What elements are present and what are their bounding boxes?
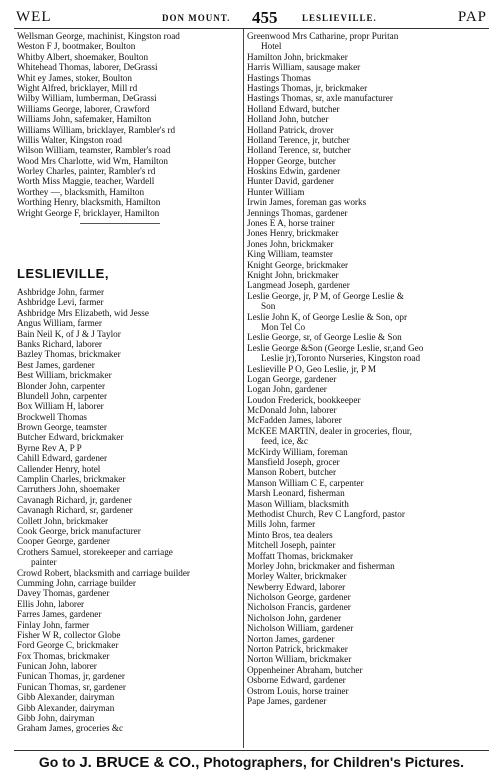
header-left-guide: WEL	[16, 9, 52, 25]
right-column-entries	[247, 31, 490, 706]
directory-entry: Leslie George, sr, of George Leslie & Son	[247, 332, 402, 343]
directory-entry: Holland Terence, sr, butcher	[247, 145, 351, 156]
directory-entry: Fisher W R, collector Globe	[17, 629, 121, 640]
directory-entry: Morley John, brickmaker and fisherman	[247, 560, 395, 571]
directory-entry: Nicholson John, gardener	[247, 612, 342, 623]
directory-entry: Wellsman George, machinist, Kingston road	[17, 31, 180, 41]
directory-entry: Banks Richard, laborer	[17, 338, 102, 349]
directory-entry: Hastings Thomas, jr, brickmaker	[247, 82, 368, 93]
directory-entry: Langmead Joseph, gardener	[247, 280, 350, 291]
directory-entry: Funican Thomas, jr, gardener	[17, 671, 125, 682]
entry-continuation: Mon Tel Co	[261, 321, 306, 332]
directory-entry: Wright George F, bricklayer, Hamilton	[17, 207, 160, 218]
directory-entry: Moffatt Thomas, brickmaker	[247, 550, 354, 561]
directory-entry: Weston F J, bootmaker, Boulton	[17, 41, 136, 52]
directory-entry: McKEE MARTIN, dealer in groceries, flour,	[247, 425, 412, 436]
directory-entry: Willis Walter, Kingston road	[17, 134, 123, 145]
directory-entry: Williams George, laborer, Crawford	[17, 103, 150, 114]
directory-entry: McFadden James, laborer	[247, 415, 342, 426]
directory-entry: Ashbridge Mrs Elizabeth, wid Jesse	[17, 307, 149, 318]
directory-entry: Leslieville P O, Geo Leslie, jr, P M	[247, 363, 377, 374]
directory-entry: Greenwood Mrs Catharine, propr Puritan	[247, 31, 399, 41]
directory-entry: Worthey —, blacksmith, Hamilton	[17, 186, 145, 197]
directory-entry: Ashbridge John, farmer	[17, 287, 105, 297]
directory-entry: Norton Patrick, brickmaker	[247, 644, 348, 655]
directory-entry: Hunter William	[247, 186, 305, 197]
directory-entry: Holland Edward, butcher	[247, 103, 340, 114]
directory-entry: Carruthers John, shoemaker	[17, 484, 120, 495]
directory-entry: Wight Alfred, bricklayer, Mill rd	[17, 82, 138, 93]
directory-entry: Wilson William, teamster, Rambler's road	[17, 145, 171, 156]
directory-entry: Crowd Robert, blacksmith and carriage builder	[17, 567, 190, 578]
entry-continuation: Leslie jr),Toronto Nurseries, Kingston road	[261, 353, 421, 364]
directory-entry: Cook George, brick manufacturer	[17, 525, 141, 536]
directory-entry: Hamilton John, brickmaker	[247, 51, 348, 62]
directory-entry: Camplin Charles, brickmaker	[17, 474, 126, 485]
directory-entry: Box William H, laborer	[17, 401, 104, 412]
directory-entry: Callender Henry, hotel	[17, 463, 101, 474]
directory-entry: Ashbridge Levi, farmer	[17, 297, 104, 308]
directory-entry: Newberry Edward, laborer	[247, 581, 346, 592]
directory-entry: Mason William, blacksmith	[247, 498, 349, 509]
header-rule	[14, 28, 489, 29]
directory-entry: Nicholson Francis, gardener	[247, 602, 351, 613]
directory-entry: Blonder John, carpenter	[17, 380, 106, 391]
directory-entry: Williams John, safemaker, Hamilton	[17, 114, 152, 125]
footer-rule	[14, 750, 489, 751]
left-column-bottom-entries	[17, 287, 240, 734]
directory-entry: Collett John, brickmaker	[17, 515, 109, 526]
directory-entry: Osborne Edward, gardener	[247, 675, 346, 686]
section-separator-rule	[80, 223, 160, 224]
directory-entry: Norton William, brickmaker	[247, 654, 352, 665]
directory-entry: Jones John, brickmaker	[247, 238, 334, 249]
directory-entry: Cooper George, gardener	[17, 536, 110, 547]
entry-continuation: painter	[31, 557, 57, 568]
directory-entry: McDonald John, laborer	[247, 405, 337, 416]
directory-entry: Loudon Frederick, bookkeeper	[247, 394, 361, 405]
directory-entry: Marsh Leonard, fisherman	[247, 488, 345, 499]
directory-entry: Hastings Thomas	[247, 72, 311, 83]
page-header	[14, 7, 489, 27]
directory-entry: Bazley Thomas, brickmaker	[17, 349, 121, 360]
entry-continuation: Son	[261, 301, 276, 312]
directory-entry: Knight John, brickmaker	[247, 269, 339, 280]
directory-entry: Worth Miss Maggie, teacher, Wardell	[17, 176, 155, 187]
directory-entry: Mitchell Joseph, painter	[247, 540, 336, 551]
advertisement-footer	[14, 754, 489, 771]
header-section-leslieville: LESLIEVILLE.	[302, 13, 377, 23]
header-right-guide: PAP	[457, 9, 487, 25]
directory-entry: Minto Bros, tea dealers	[247, 529, 333, 540]
directory-entry: Oppenheiner Abraham, butcher	[247, 664, 363, 675]
directory-entry: Graham James, groceries &c	[17, 723, 124, 734]
directory-entry: Crothers Samuel, storekeeper and carriage	[17, 546, 173, 557]
left-column-top-entries	[17, 31, 240, 218]
directory-entry: Mansfield Joseph, grocer	[247, 457, 340, 468]
directory-entry: Worthing Henry, blacksmith, Hamilton	[17, 197, 161, 208]
directory-entry: Fox Thomas, brickmaker	[17, 650, 110, 661]
directory-entry: Davey Thomas, gardener	[17, 588, 110, 599]
directory-entry: Cahill Edward, gardener	[17, 453, 108, 464]
directory-entry: Farres James, gardener	[17, 609, 102, 620]
directory-entry: Hoskins Edwin, gardener	[247, 166, 341, 177]
directory-entry: Hunter David, gardener	[247, 176, 334, 187]
footer-prefix: Go to	[38, 754, 76, 770]
directory-entry: McKirdy William, foreman	[247, 446, 348, 457]
directory-entry: Wood Mrs Charlotte, wid Wm, Hamilton	[17, 155, 168, 166]
directory-entry: Cavanagh Richard, sr, gardener	[17, 505, 133, 516]
directory-entry: Best James, gardener	[17, 359, 95, 370]
directory-entry: Manson Robert, butcher	[247, 467, 337, 478]
directory-entry: Nicholson George, gardener	[247, 592, 351, 603]
directory-entry: Brockwell Thomas	[17, 411, 88, 422]
directory-entry: Wilby William, lumberman, DeGrassi	[17, 93, 157, 104]
directory-entry: Cavanagh Richard, jr, gardener	[17, 494, 132, 505]
directory-entry: Funican Thomas, sr, gardener	[17, 681, 126, 692]
directory-entry: Logan John, gardener	[247, 384, 327, 395]
directory-entry: Cumming John, carriage builder	[17, 577, 136, 588]
directory-entry: Brown George, teamster	[17, 422, 107, 433]
footer-company: J. BRUCE & CO.,	[79, 754, 200, 771]
directory-entry: Funican John, laborer	[17, 661, 97, 672]
directory-entry: Bain Neil K, of J & J Taylor	[17, 328, 121, 339]
section-heading: LESLIEVILLE,	[17, 266, 109, 281]
directory-entry: Leslie George, jr, P M, of George Leslie &	[247, 290, 404, 301]
directory-entry: Leslie John K, of George Leslie & Son, opr	[247, 311, 408, 322]
page-number: 455	[252, 8, 278, 27]
directory-entry: Butcher Edward, brickmaker	[17, 432, 124, 443]
entry-continuation: feed, ice, &c	[261, 436, 308, 447]
directory-entry: Whit ey James, stoker, Boulton	[17, 72, 132, 83]
footer-suffix: Photographers, for Children's Pictures.	[203, 754, 465, 770]
directory-entry: Manson William C E, carpenter	[247, 477, 364, 488]
directory-entry: Holland Patrick, drover	[247, 124, 334, 135]
directory-entry: Holland Terence, jr, butcher	[247, 134, 350, 145]
directory-entry: Whitehead Thomas, laborer, DeGrassi	[17, 62, 158, 73]
directory-entry: Angus William, farmer	[17, 318, 102, 329]
directory-entry: Ellis John, laborer	[17, 598, 85, 609]
directory-entry: Worley Charles, painter, Rambler's rd	[17, 166, 156, 177]
directory-entry: Whitby Albert, shoemaker, Boulton	[17, 51, 149, 62]
directory-entry: Logan George, gardener	[247, 373, 337, 384]
directory-entry: Finlay John, farmer	[17, 619, 90, 630]
header-section-don-mount: DON MOUNT.	[162, 13, 231, 23]
directory-entry: Williams William, bricklayer, Rambler's rd	[17, 124, 176, 135]
directory-entry: Norton James, gardener	[247, 633, 335, 644]
directory-entry: Hastings Thomas, sr, axle manufacturer	[247, 93, 393, 104]
directory-entry: Nicholson William, gardener	[247, 623, 354, 634]
directory-entry: Hopper George, butcher	[247, 155, 336, 166]
directory-entry: Morley Walter, brickmaker	[247, 571, 347, 582]
directory-entry: Ford George C, brickmaker	[17, 640, 119, 651]
directory-entry: Byrne Rev A, P P	[17, 442, 82, 453]
directory-entry: King William, teamster	[247, 249, 333, 260]
directory-entry: Mills John, farmer	[247, 519, 316, 530]
entry-continuation: Hotel	[261, 41, 282, 52]
directory-entry: Gibb John, dairyman	[17, 713, 95, 724]
directory-entry: Jennings Thomas, gardener	[247, 207, 348, 218]
directory-entry: Jones E A, horse trainer	[247, 218, 335, 229]
directory-entry: Irwin James, foreman gas works	[247, 197, 367, 208]
directory-entry: Jones Henry, brickmaker	[247, 228, 339, 239]
directory-entry: Methodist Church, Rev C Langford, pastor	[247, 508, 405, 519]
directory-entry: Ostrom Louis, horse trainer	[247, 685, 349, 696]
directory-entry: Best William, brickmaker	[17, 370, 112, 381]
directory-entry: Blundell John, carpenter	[17, 390, 108, 401]
column-divider	[243, 29, 244, 748]
directory-entry: Gibb Alexander, dairyman	[17, 702, 115, 713]
directory-entry: Gibb Alexander, dairyman	[17, 692, 115, 703]
directory-entry: Holland John, butcher	[247, 114, 329, 125]
directory-entry: Leslie George &Son (George Leslie, sr,and Geo	[247, 342, 424, 353]
directory-entry: Harris William, sausage maker	[247, 62, 361, 73]
directory-entry: Knight George, brickmaker	[247, 259, 349, 270]
directory-entry: Pape James, gardener	[247, 696, 327, 706]
